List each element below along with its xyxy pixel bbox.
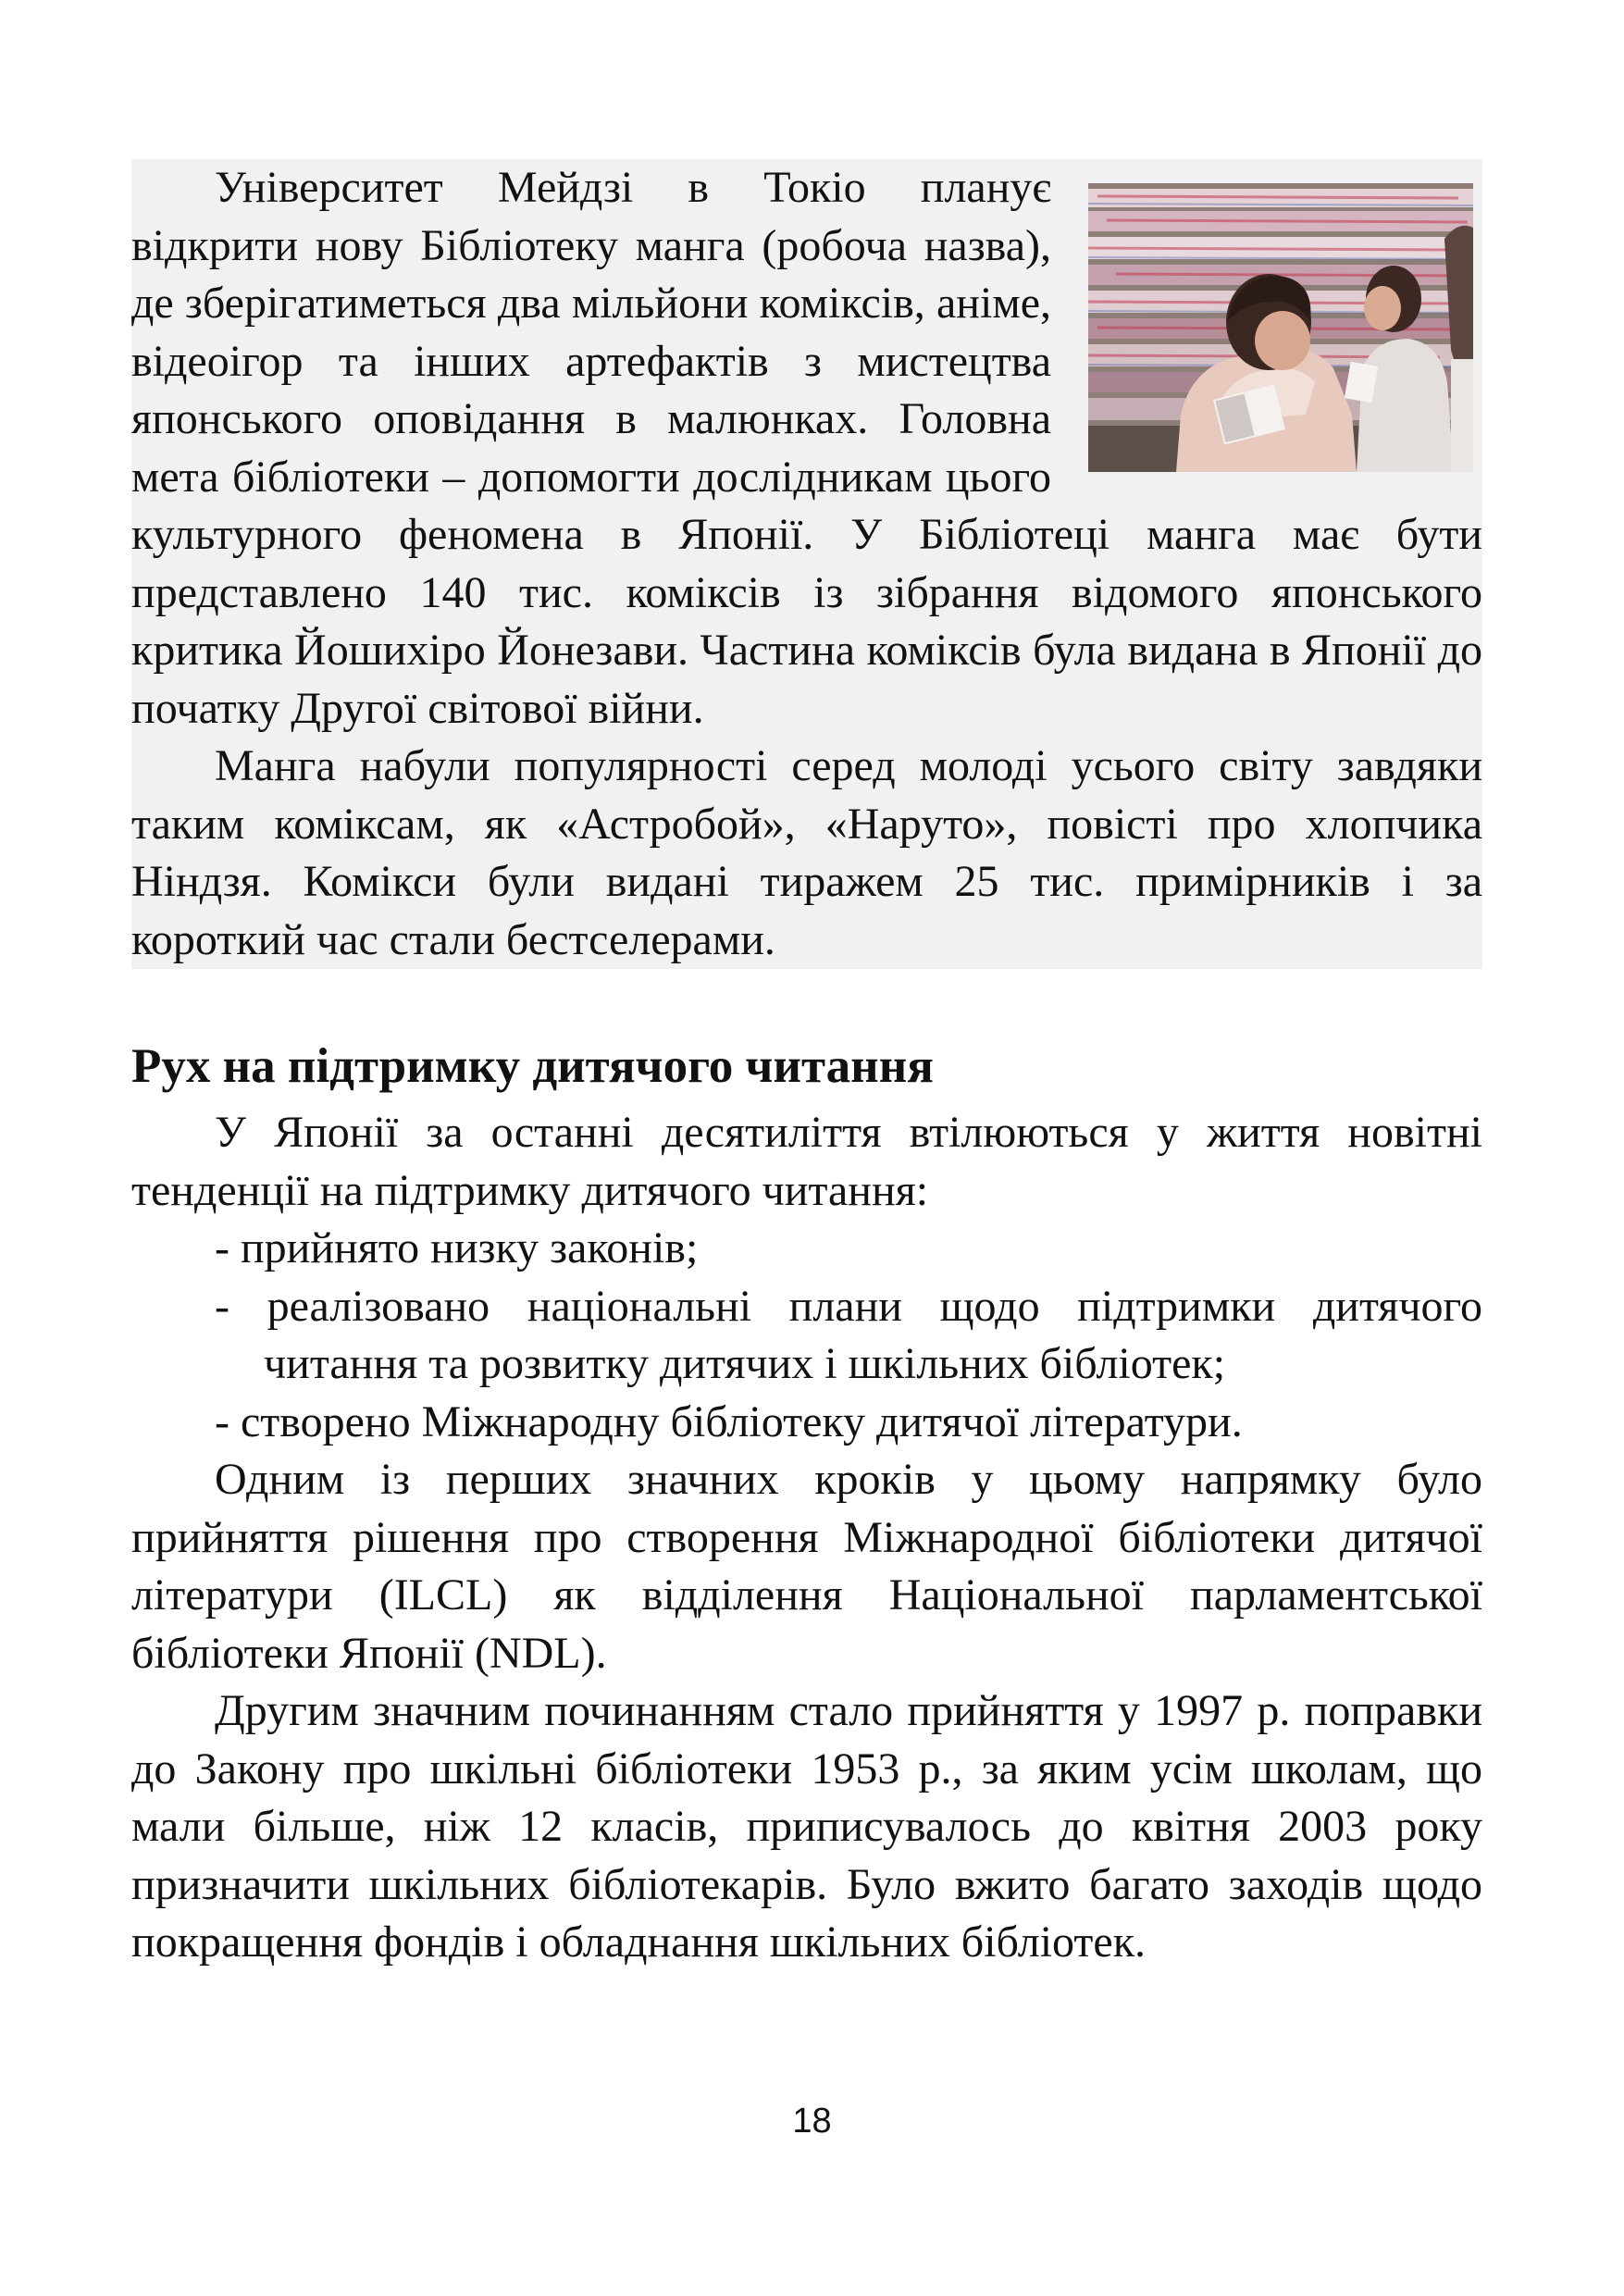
photo-illustration [1088, 183, 1473, 472]
list-item: - прийнято низку законів; [215, 1223, 699, 1272]
initiatives-list [131, 1220, 1482, 1451]
list-item: - створено Міжнародну бібліотеку дитячої літератури. [215, 1396, 1243, 1446]
page-number: 18 [792, 2102, 832, 2141]
list-item: - реалізовано національні плани щодо підтримки дитячого читання та розвитку дитячих і шкільних бібліотек; [215, 1281, 1482, 1388]
manga-shelves-photo [1088, 183, 1473, 472]
page-content [131, 159, 1482, 1972]
ilcl-paragraph: Одним із перших значних кроків у цьому напрямку було прийняття рішення про створення Міжнародної бібліотеки дитячої літератури (ILCL) як відділення Національної парламентської бібліотеки Японії (NDL). [131, 1455, 1482, 1678]
manga-library-paragraph [131, 159, 1482, 738]
manga-library-text: Університет Мейдзі в Токіо планує відкрити нову Бібліотеку манга (робоча назва), де зберігатиметься два мільйони коміксів, аніме, відеоігор та інших артефактів з мистецтва японського оповідання в малюнках. Головна мета бібліотеки – допомогти дослідникам цього культурного феномена в Японії. У Бібліотеці манга має бути представлено 140 тис. коміксів із зібрання відомого японського критика Йошихіро Йонезави. Частина коміксів була видана в Японії до початку Другої світової війни. [131, 163, 1482, 733]
section-title: Рух на підтримку дитячого читання [131, 1039, 934, 1093]
section-intro-paragraph: У Японії за останні десятиліття втілюються у життя новітні тенденції на підтримку дитячого читання: [131, 1108, 1482, 1215]
school-library-law-paragraph: Другим значним починанням стало прийняття у 1997 р. поправки до Закону про шкільні бібліотеки 1953 р., за яким усім школам, що мали більше, ніж 12 класів, приписувалось до квітня 2003 року призначити шкільних бібліотекарів. Було вжито багато заходів щодо покращення фондів і обладнання шкільних бібліотек. [131, 1686, 1482, 1967]
manga-popularity-paragraph: Манга набули популярності серед молоді усього світу завдяки таким коміксам, як «Астробой», «Наруто», повісті про хлопчика Ніндзя. Комікси були видані тиражем 25 тис. примірників і за короткий час стали бестселерами. [131, 738, 1482, 969]
